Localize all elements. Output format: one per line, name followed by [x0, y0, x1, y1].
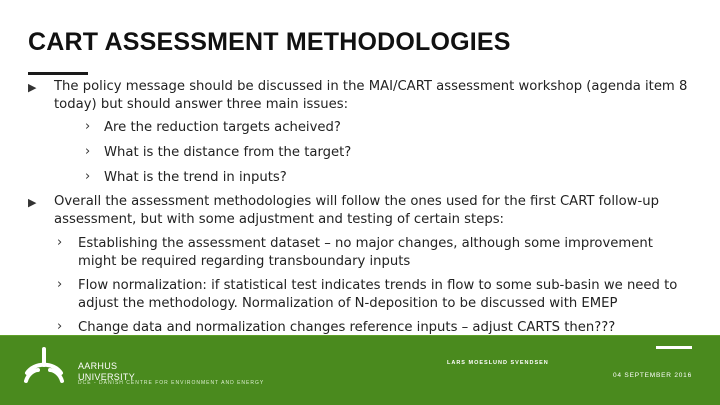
university-name — [78, 361, 135, 382]
chevron-right-icon: › — [85, 144, 91, 159]
triangle-right-icon: ▶ — [28, 81, 37, 94]
chevron-right-icon: › — [85, 169, 91, 184]
university-line-1: AARHUS — [78, 361, 118, 371]
footer-divider — [0, 335, 720, 336]
subitem-text: Change data and normalization changes reference inputs – adjust CARTS then??? — [78, 320, 616, 335]
subitem-text: What is the trend in inputs? — [104, 170, 287, 185]
department-name: DCE - DANISH CENTRE FOR ENVIRONMENT AND ENERGY — [78, 380, 265, 386]
bullet-text: Overall the assessment methodologies will follow the ones used for the first CART follow-up assessment, but with some adjustment and testing of certain steps: — [54, 194, 660, 227]
chevron-right-icon: › — [85, 119, 91, 134]
subitem-text: Flow normalization: if statistical test indicates trends in flow to some sub-basin we need to adjust the methodology. Normalization of N-deposition to be discussed with EMEP — [78, 278, 678, 311]
author-name: LARS MOESLUND SVENDSEN — [447, 360, 549, 366]
triangle-right-icon: ▶ — [28, 196, 37, 209]
date-accent-bar — [656, 346, 692, 349]
bullet-text: The policy message should be discussed in the MAI/CART assessment workshop (agenda item 8 today) but should answer three main issues: — [54, 79, 688, 112]
subitem-text: Establishing the assessment dataset – no major changes, although some improvement might be required regarding transboundary inputs — [78, 236, 653, 269]
chevron-right-icon: › — [57, 277, 63, 292]
subitem-text: Are the reduction targets acheived? — [104, 120, 341, 135]
subitem-text: What is the distance from the target? — [104, 145, 352, 160]
aarhus-university-seal-icon — [22, 346, 66, 390]
presentation-date: 04 SEPTEMBER 2016 — [613, 372, 692, 379]
page-title: CART ASSESSMENT METHODOLOGIES — [28, 28, 511, 56]
university-line-2: UNIVERSITY — [78, 371, 136, 382]
chevron-right-icon: › — [57, 235, 63, 250]
chevron-right-icon: › — [57, 319, 63, 334]
